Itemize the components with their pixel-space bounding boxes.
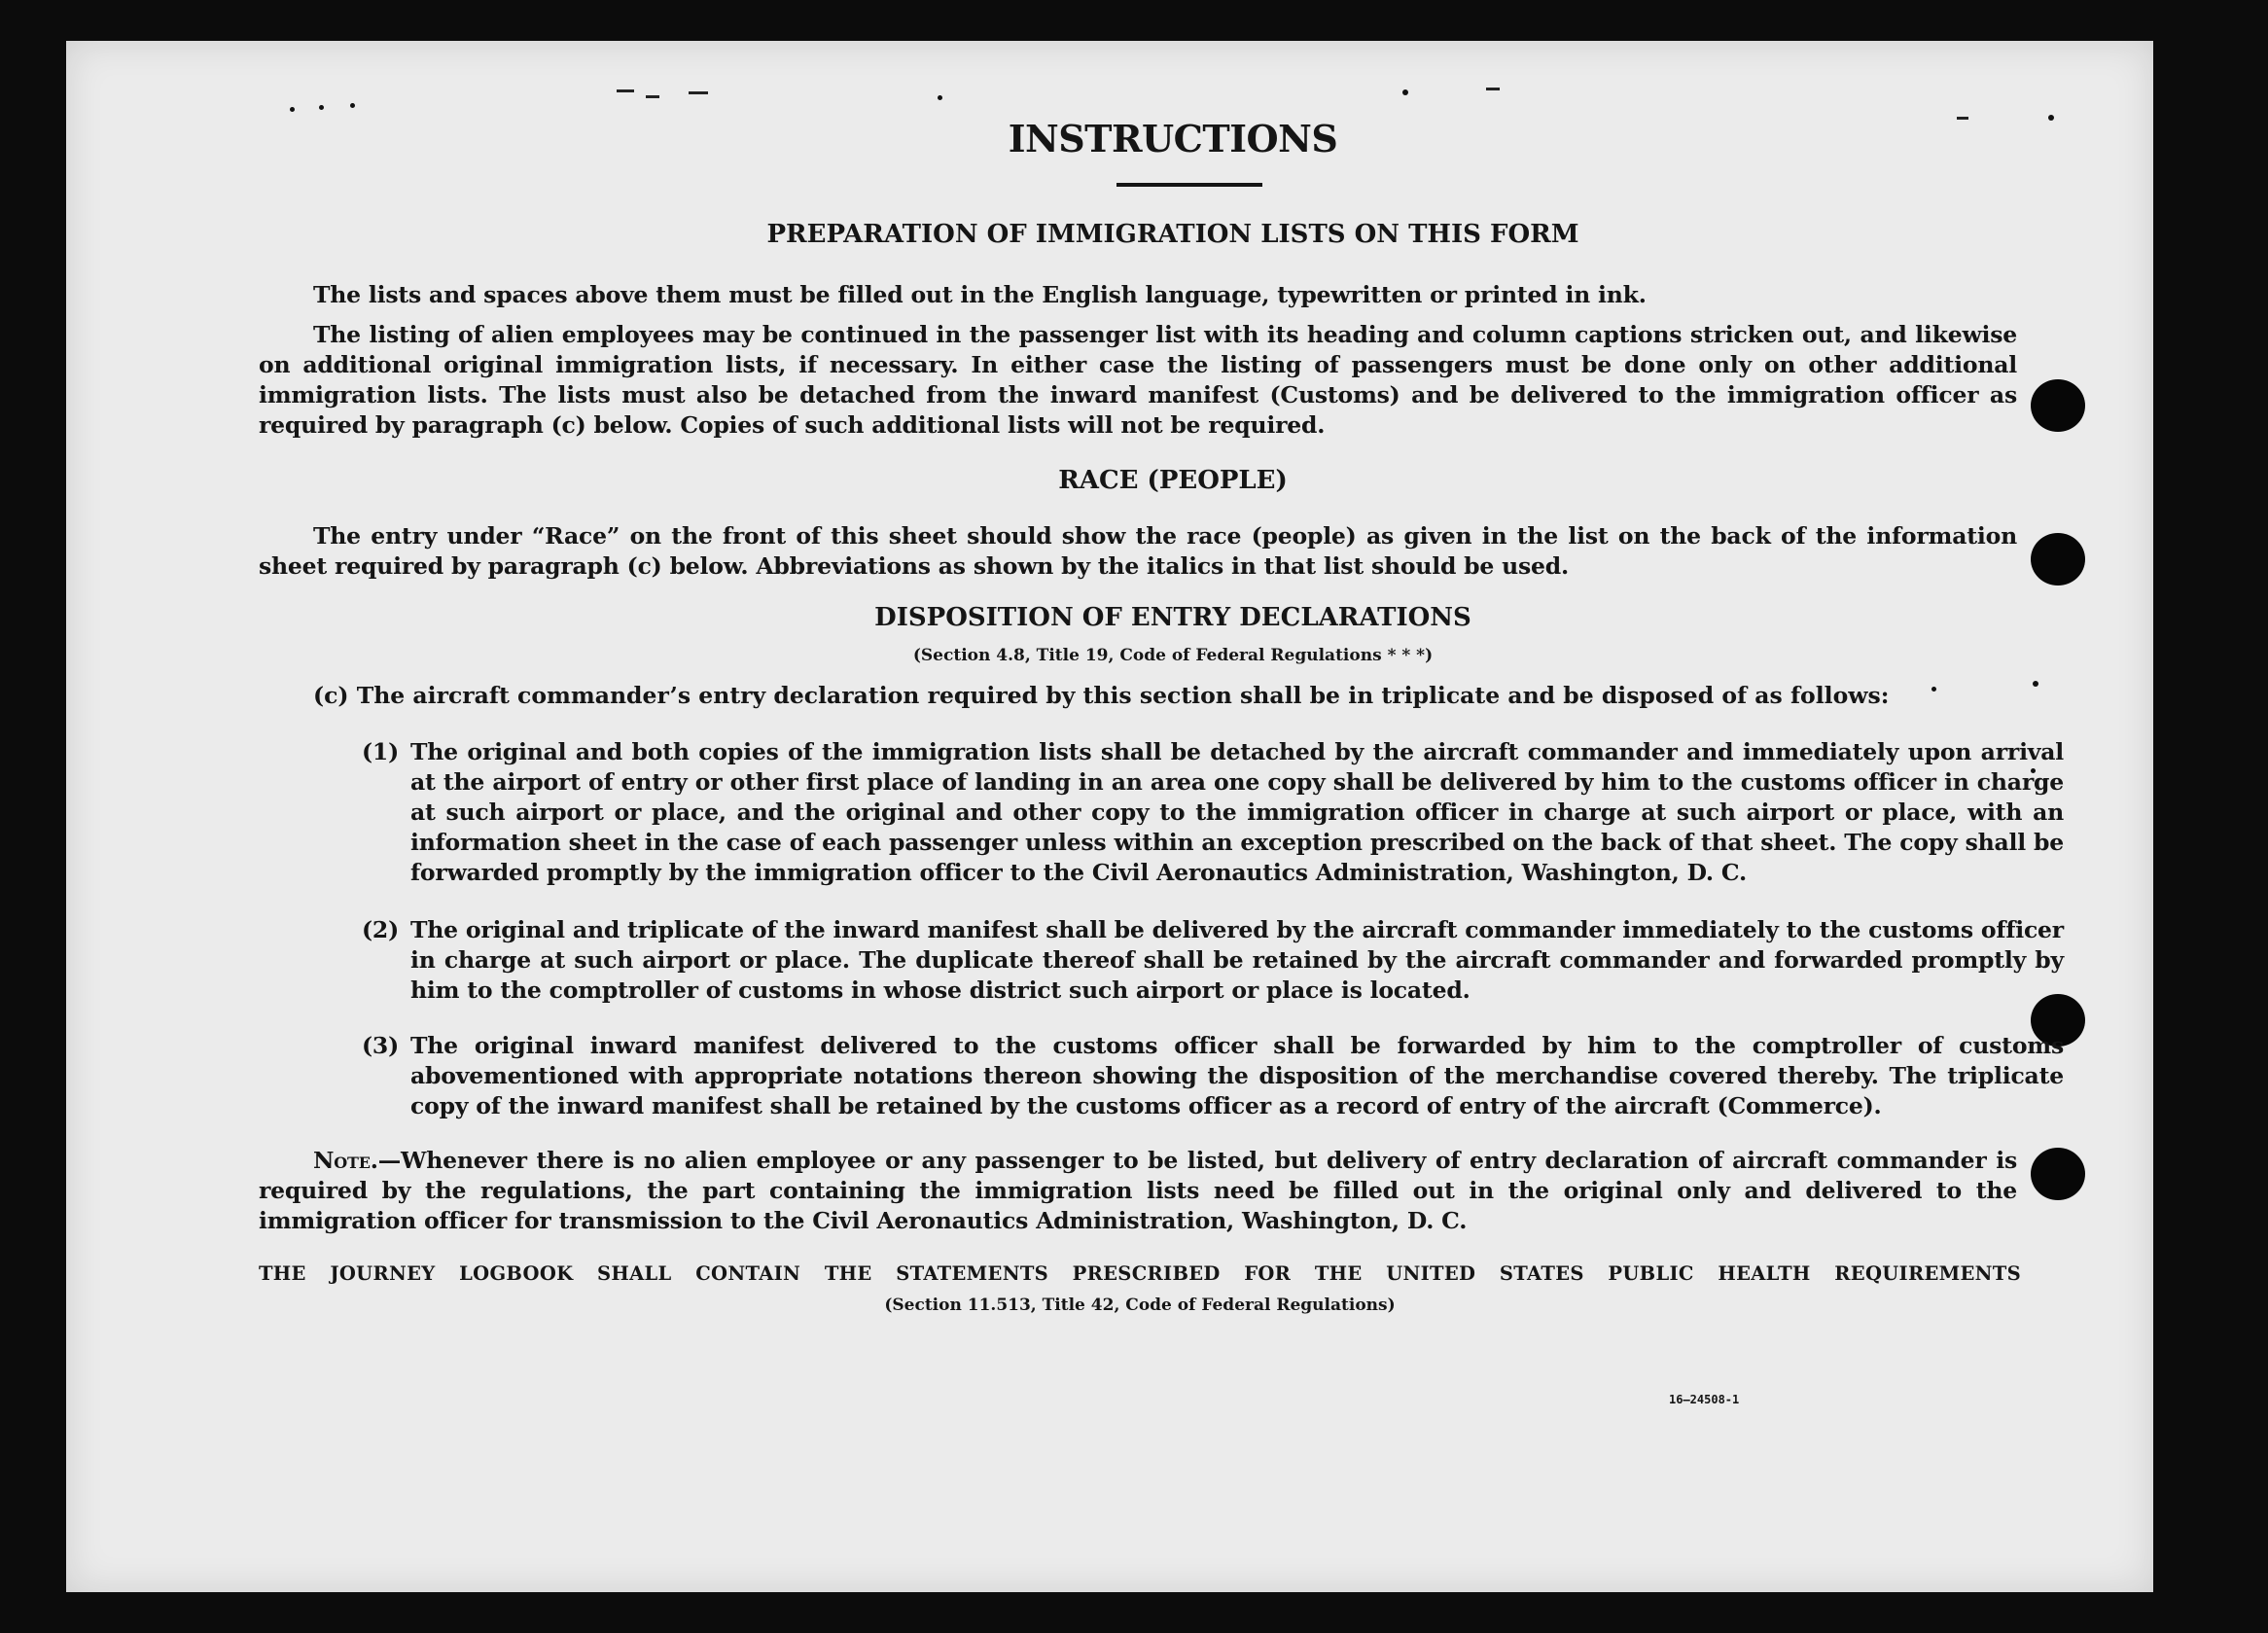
punch-hole — [2031, 1148, 2085, 1200]
item-number: (3) — [362, 1032, 399, 1059]
preparation-paragraph-2 — [259, 320, 2017, 441]
scan-speck — [938, 95, 942, 100]
disposition-heading: DISPOSITION OF ENTRY DECLARATIONS — [874, 603, 1471, 632]
race-paragraph — [259, 521, 2017, 582]
item-number: (2) — [362, 916, 399, 943]
scan-speck — [290, 107, 295, 112]
item-text: The original and both copies of the immigration lists shall be detached by the aircraft commander and immediately upon arrival at the airport of entry or other first place of landing in an area one copy shall be delivered by him to the customs officer in charge at such airport or place, and the original and other copy to the immigration officer in charge at such airport or place, with an information sheet in the case of each passenger unless within an exception prescribed on the back of that sheet. The copy shall be forwarded promptly by the immigration officer to the Civil Aeronautics Administration, Washington, D. C. — [410, 738, 2064, 886]
item-text: The original and triplicate of the inward manifest shall be delivered by the aircraft commander immediately to the customs officer in charge at such airport or place. The duplicate thereof shall be retained by the aircraft commander and forwarded promptly by him to the comptroller of customs in whose district such airport or place is located. — [410, 916, 2064, 1004]
note-text: —Whenever there is no alien employee or any passenger to be listed, but delivery of entry declaration of aircraft commander is required by the regulations, the part containing the immigration lists need be filled out in the original only and delivered to the immigration officer for transmission to the Civil Aeronautics Administration, Washington, D. C. — [259, 1147, 2017, 1234]
scan-dash — [689, 91, 708, 94]
preparation-paragraph-1-text: The lists and spaces above them must be filled out in the English language, typewritten or printed in ink. — [313, 281, 1647, 308]
scan-speck — [1402, 89, 1408, 95]
footer-heading: THE JOURNEY LOGBOOK SHALL CONTAIN THE STATEMENTS PRESCRIBED FOR THE UNITED STATES PUBLIC HEALTH REQUIREMENTS — [259, 1262, 2021, 1285]
scan-dash — [646, 95, 659, 98]
scan-speck — [319, 105, 324, 110]
preparation-paragraph-1 — [259, 280, 2017, 310]
document-sheet — [66, 41, 2153, 1592]
disposition-citation: (Section 4.8, Title 19, Code of Federal Regulations * * *) — [912, 646, 1434, 665]
note-label: Note. — [313, 1147, 378, 1174]
disposition-item-1 — [362, 737, 2064, 888]
preparation-heading: PREPARATION OF IMMIGRATION LISTS ON THIS FORM — [766, 220, 1579, 249]
scan-dash — [617, 89, 634, 92]
scan-speck — [350, 103, 355, 108]
race-heading: RACE (PEOPLE) — [1058, 466, 1288, 495]
punch-hole — [2031, 379, 2085, 432]
disposition-item-2 — [362, 915, 2064, 1006]
item-text: The original inward manifest delivered to the customs officer shall be forwarded by him to the comptroller of customs abovementioned with appropriate notations thereon showing the disposition of the merchandise covered thereby. The triplicate copy of the inward manifest shall be retained by the customs officer as a record of entry of the aircraft (Commerce). — [410, 1032, 2064, 1119]
page-title: INSTRUCTIONS — [1008, 117, 1338, 160]
title-underline — [1116, 183, 1262, 187]
note-paragraph — [259, 1146, 2017, 1236]
footer-citation: (Section 11.513, Title 42, Code of Federal Regulations) — [884, 1296, 1396, 1315]
disposition-intro: (c) The aircraft commander’s entry declaration required by this section shall be in triplicate and be disposed of as follows: — [313, 682, 1890, 709]
item-number: (1) — [362, 738, 399, 765]
disposition-item-3 — [362, 1031, 2064, 1121]
scan-speck — [2033, 681, 2038, 687]
preparation-paragraph-2-text: The listing of alien employees may be continued in the passenger list with its heading and column captions stricken out, and likewise on additional original immigration lists, if necessary. In either case the listing of passengers must be done only on other additional immigration lists. The lists must also be detached from the inward manifest (Customs) and be delivered to the immigration officer as required by paragraph (c) below. Copies of such additional lists will not be required. — [259, 321, 2017, 439]
scan-dash — [1486, 88, 1500, 90]
punch-hole — [2031, 533, 2085, 586]
race-paragraph-text: The entry under “Race” on the front of this sheet should show the race (people) as given in the list on the back of the information sheet required by paragraph (c) below. Abbreviations as shown by the italics in that list should be used. — [259, 522, 2017, 580]
form-number: 16—24508-1 — [1669, 1393, 1740, 1406]
